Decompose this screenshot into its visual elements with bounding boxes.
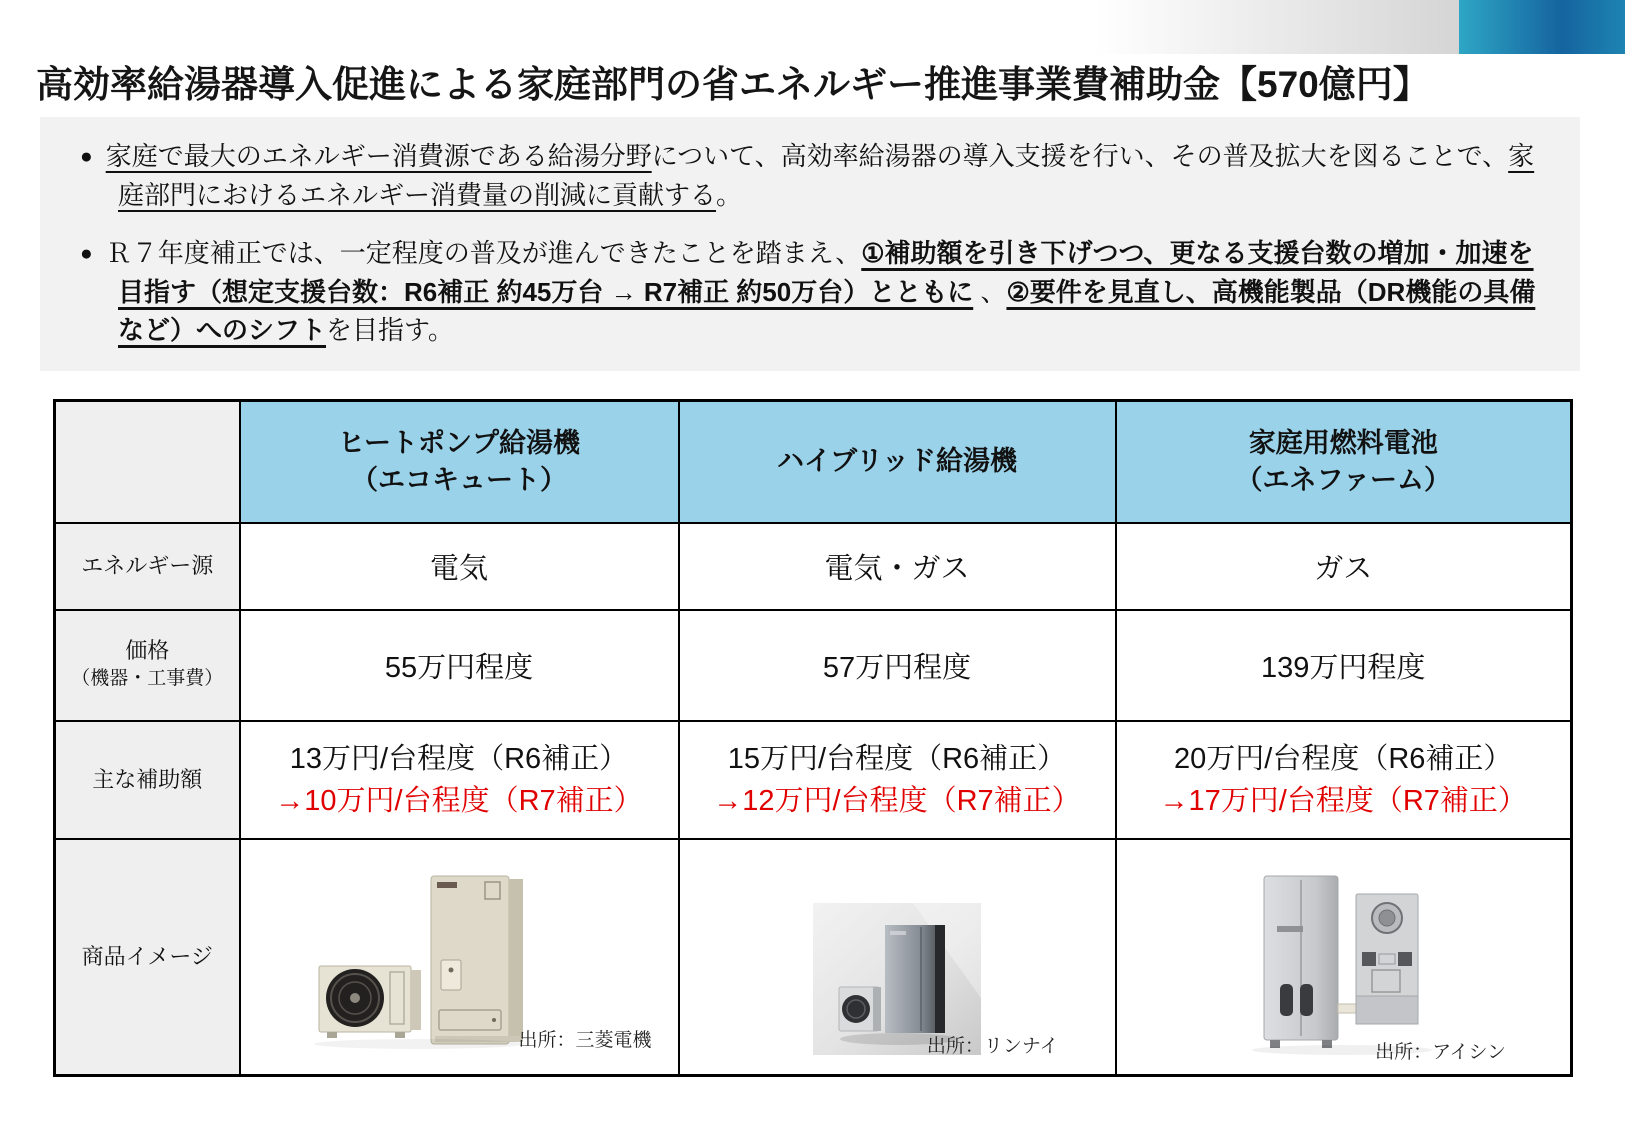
subsidy-hybrid-r6: 15万円/台程度（R6補正） — [727, 742, 1067, 775]
row-label-subsidy: 主な補助額 — [55, 721, 240, 839]
enefarm-product-image — [1222, 866, 1464, 1058]
header-fuel-cell — [1116, 401, 1572, 523]
image-cell-fuel-cell — [1116, 839, 1572, 1076]
summary-bullet-1 — [80, 137, 1554, 214]
row-label-image: 商品イメージ — [55, 839, 240, 1076]
row-label-energy: エネルギー源 — [55, 523, 240, 610]
energy-source-row — [55, 523, 1572, 610]
subsidy-heat-pump-r7: →10万円/台程度（R7補正） — [275, 784, 643, 817]
price-label-sub: （機器・工事費） — [71, 668, 224, 689]
header-heat-pump-line1: ヒートポンプ給湯機 — [338, 427, 580, 458]
accent-bar-gray-fade — [1095, 0, 1459, 54]
summary-bullet-2 — [80, 234, 1554, 349]
header-corner-cell — [55, 401, 240, 523]
bullet-icon: ● — [80, 242, 93, 265]
bullet-icon: ● — [80, 145, 93, 168]
image-cell-heat-pump — [240, 839, 679, 1076]
bullet2-plain-text: Ｒ７年度補正では、一定程度の普及が進んできたことを踏まえ、 — [105, 238, 862, 268]
subsidy-heat-pump-r6: 13万円/台程度（R6補正） — [289, 742, 629, 775]
image-cell-hybrid — [679, 839, 1116, 1076]
product-image-row — [55, 839, 1572, 1076]
energy-heat-pump: 電気 — [240, 523, 679, 610]
energy-hybrid: 電気・ガス — [679, 523, 1116, 610]
bullet2-bold-underlined-1: ①補助額を引き下げつつ、更なる支援台数の増加・加速を目指す（想定支援台数：R6補正 約45万台 → R7補正 約50万台）とともに — [118, 238, 1534, 307]
header-fuel-cell-line2: （エネファーム） — [1235, 464, 1451, 495]
price-row — [55, 610, 1572, 721]
subsidy-heat-pump — [240, 721, 679, 839]
bullet1-underlined-text-2: 家庭部門におけるエネルギー消費量の削減に貢献する — [118, 141, 1535, 210]
source-caption-aisin: 出所：アイシン — [1375, 1042, 1506, 1063]
summary-box — [40, 117, 1580, 371]
subsidy-row — [55, 721, 1572, 839]
header-hybrid-line1: ハイブリッド給湯機 — [776, 446, 1018, 477]
bullet2-plain-text-2: を目指す。 — [326, 315, 454, 345]
bullet1-period: 。 — [716, 180, 743, 210]
price-label-main: 価格 — [125, 638, 170, 663]
header-hybrid — [679, 401, 1116, 523]
heater-comparison-table — [53, 399, 1573, 1077]
subsidy-fuel-cell-r6: 20万円/台程度（R6補正） — [1174, 742, 1513, 775]
subsidy-fuel-cell — [1116, 721, 1572, 839]
price-heat-pump: 55万円程度 — [240, 610, 679, 721]
subsidy-hybrid-r7: →12万円/台程度（R7補正） — [713, 784, 1081, 817]
price-fuel-cell: 139万円程度 — [1116, 610, 1572, 721]
header-accent-bar — [1095, 0, 1625, 54]
subsidy-hybrid — [679, 721, 1116, 839]
accent-bar-blue — [1459, 0, 1625, 54]
bullet1-underlined-text: 家庭で最大のエネルギー消費源である給湯分野 — [105, 141, 652, 171]
price-hybrid: 57万円程度 — [679, 610, 1116, 721]
energy-fuel-cell: ガス — [1116, 523, 1572, 610]
source-caption-mitsubishi: 出所：三菱電機 — [518, 1030, 652, 1051]
bullet1-plain-text: について、高効率給湯器の導入支援を行い、その普及拡大を図ることで、 — [651, 141, 1509, 171]
row-label-price — [55, 610, 240, 721]
table-header-row — [55, 401, 1572, 523]
page-title: 高効率給湯器導入促進による家庭部門の省エネルギー推進事業費補助金【570億円】 — [36, 64, 1430, 105]
header-fuel-cell-line1: 家庭用燃料電池 — [1248, 427, 1438, 458]
subsidy-fuel-cell-r7: →17万円/台程度（R7補正） — [1159, 784, 1527, 817]
source-caption-rinnai: 出所：リンナイ — [926, 1036, 1059, 1057]
bullet2-bold-underlined-2: ②要件を見直し、高機能製品（DR機能の具備など）へのシフト — [118, 277, 1536, 345]
header-heat-pump — [240, 401, 679, 523]
bullet2-comma: 、 — [973, 277, 1007, 307]
header-heat-pump-line2: （エコキュート） — [351, 464, 567, 495]
